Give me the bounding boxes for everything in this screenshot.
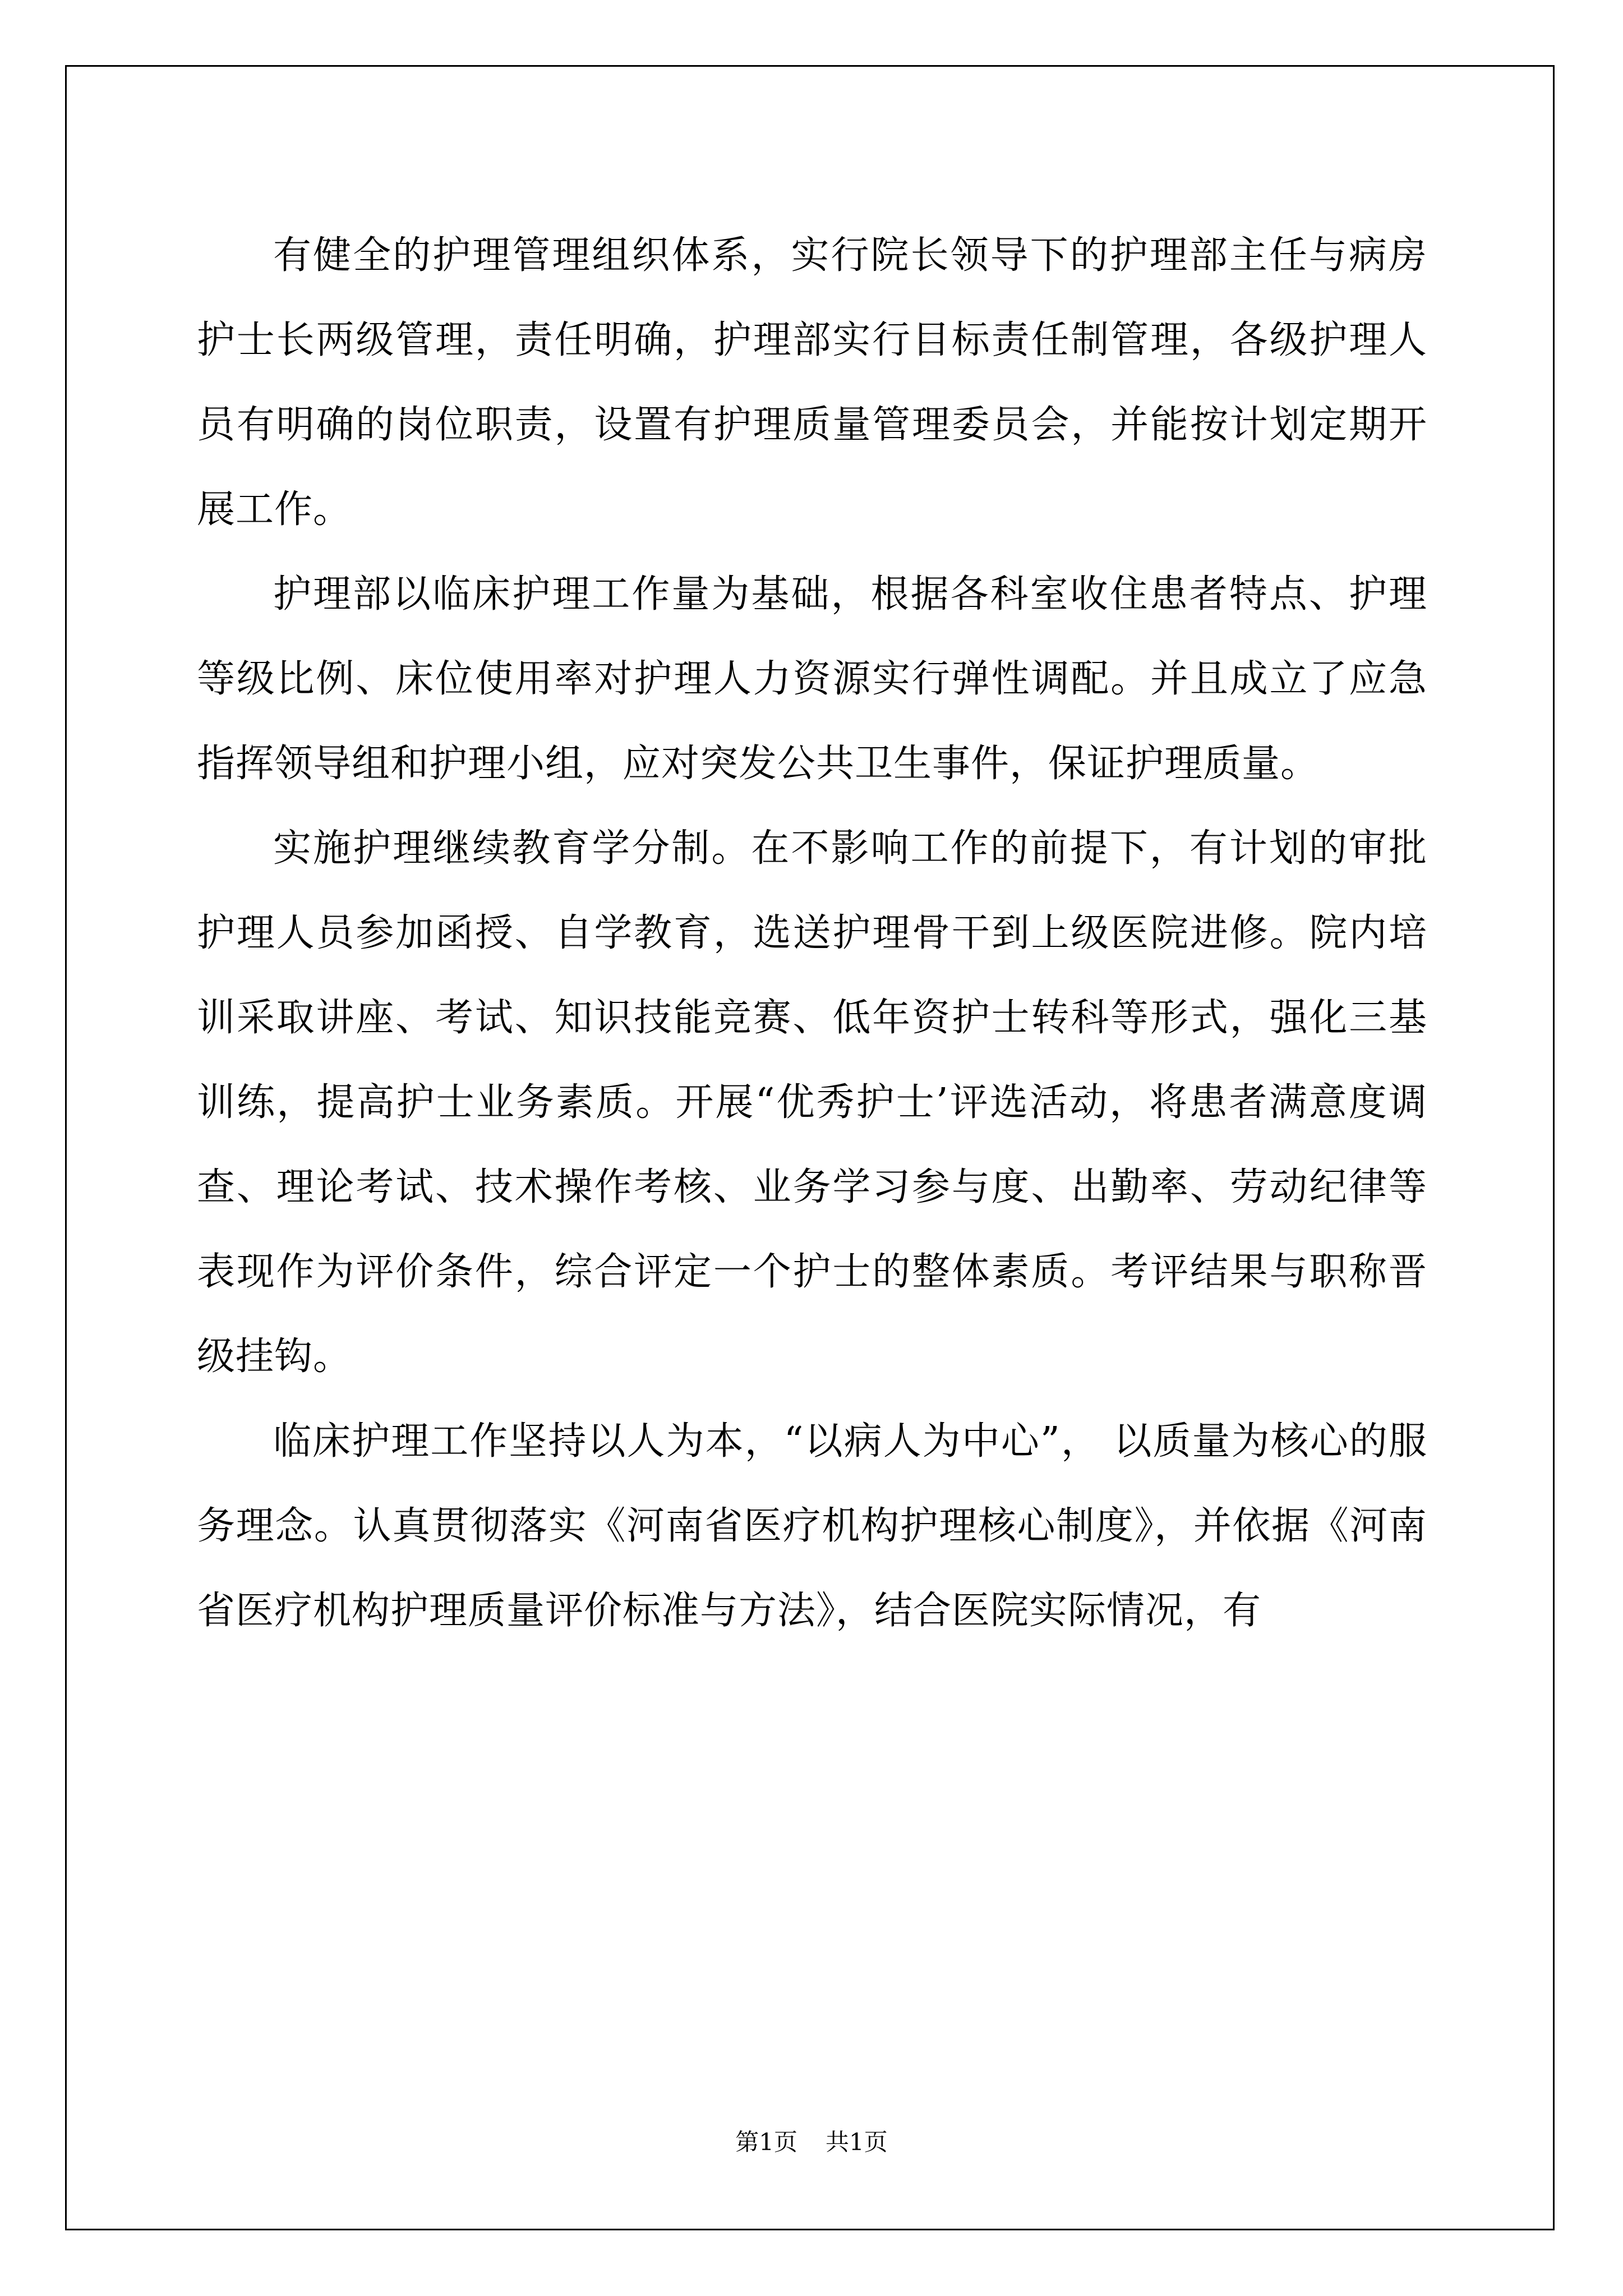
page-footer [0, 2124, 1623, 2157]
paragraph-1: 有健全的护理管理组织体系，实行院长领导下的护理部主任与病房护士长两级管理，责任明确，护理部实行目标责任制管理，各级护理人员有明确的岗位职责，设置有护理质量管理委员会，并能按计划定期开展工作。 [197, 233, 1427, 532]
paragraph-3: 实施护理继续教育学分制。在不影响工作的前提下，有计划的审批护理人员参加函授、自学教育，选送护理骨干到上级医院进修。院内培训采取讲座、考试、知识技能竞赛、低年资护士转科等形式，强化三基训练，提高护士业务素质。开展“优秀护士’评选活动，将患者满意度调查、理论考试、技术操作考核、业务学习参与度、出勤率、劳动纪律等表现作为评价条件，综合评定一个护士的整体素质。考评结果与职称晋级挂钩。 [197, 826, 1427, 1379]
page-number-total: 共1页 [826, 2128, 888, 2156]
document-body [197, 213, 1427, 1653]
paragraph-2: 护理部以临床护理工作量为基础，根据各科室收住患者特点、护理等级比例、床位使用率对护理人力资源实行弹性调配。并且成立了应急指挥领导组和护理小组，应对突发公共卫生事件，保证护理质量。 [197, 572, 1427, 786]
page-number-current: 第1页 [735, 2128, 797, 2156]
paragraph-4: 临床护理工作坚持以人为本，“以病人为中心”， 以质量为核心的服务理念。认真贯彻落实《河南省医疗机构护理核心制度》，并依据《河南省医疗机构护理质量评价标准与方法》，结合医院实际情况，有 [197, 1419, 1427, 1633]
